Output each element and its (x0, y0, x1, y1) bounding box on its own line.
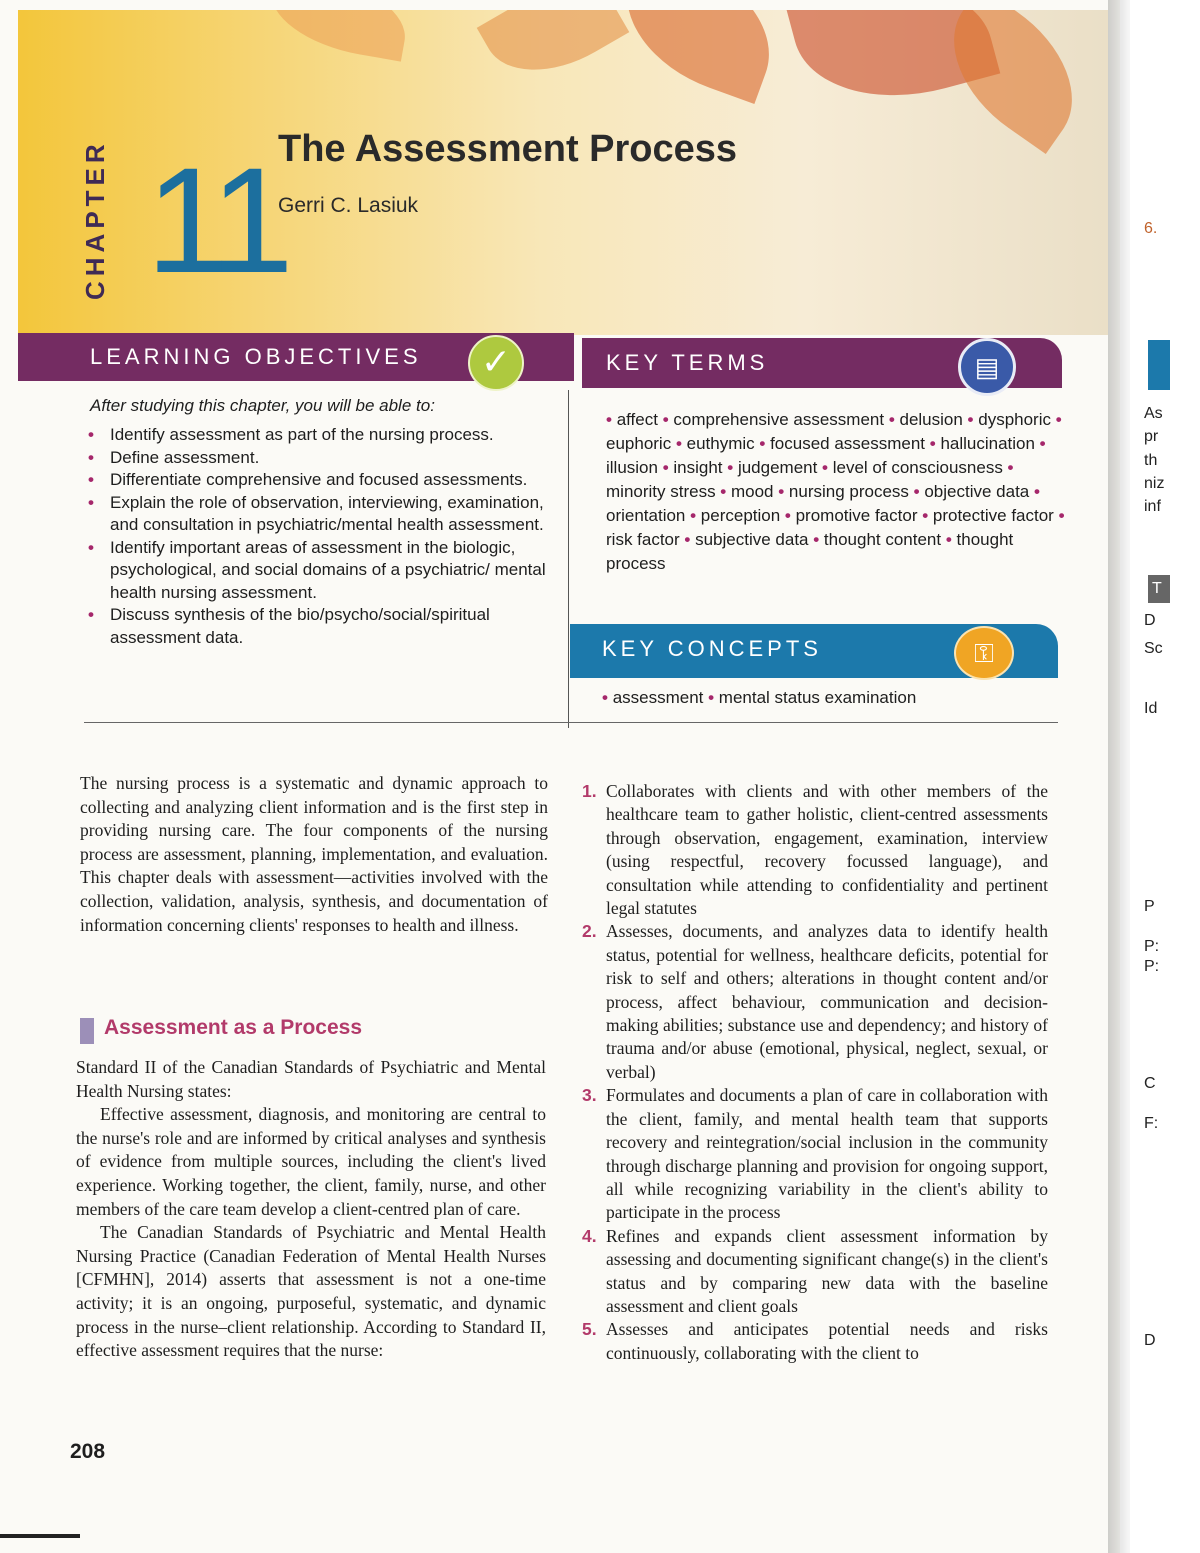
list-item (578, 1225, 1048, 1319)
intro-paragraph: The nursing process is a systematic and dynamic approach to collecting and analyzing client information and is the first step in providing nursing care. The four components of the nursing process are assessment, planning, implementation, and evaluation. This chapter deals with assessment—activities involved with the collection, validation, analysis, synthesis, and documentation of information concerning clients' responses to health and illness. (80, 773, 548, 935)
key-term: promotive factor (795, 506, 918, 525)
key-term: subjective data (695, 530, 809, 549)
item-text: Collaborates with clients and with other members of the healthcare team to gather holistic, client-centred assessments through observation, engagement, examination, interview (using respectful, recovery focussed language), and consultation while attending to confidentiality and pertinent legal statutes (606, 781, 1048, 919)
list-item: • Identify assessment as part of the nursing process. (86, 424, 556, 447)
key-term: delusion (899, 410, 963, 429)
key-terms-list (606, 408, 1066, 576)
bullet-dot: • (1053, 506, 1065, 525)
key-concepts-title: KEY CONCEPTS (602, 636, 822, 661)
scan-edge-mark (0, 1534, 80, 1538)
item-text: Assesses and anticipates potential needs and risks continuously, collaborating with the client to (606, 1319, 1048, 1363)
list-item (578, 920, 1048, 1084)
key-term: thought content (823, 530, 942, 549)
adjacent-fragment: pr (1144, 428, 1159, 445)
bullet-dot: • (962, 410, 979, 429)
heading-bar (80, 1018, 94, 1044)
adjacent-fragment: As (1144, 405, 1163, 422)
list-item (578, 1084, 1048, 1224)
item-number: 3. (582, 1085, 597, 1106)
standard-requirements-list (578, 780, 1048, 1365)
concept-term: assessment (612, 688, 704, 707)
bullet-dot: • (773, 482, 789, 501)
bullet-dot: • (715, 482, 731, 501)
concept-term: mental status examination (718, 688, 917, 707)
bullet-dot: • (808, 530, 824, 549)
adjacent-fragment: T (1152, 580, 1162, 597)
bullet-dot: • (754, 434, 771, 453)
list-item: • Define assessment. (86, 447, 556, 470)
chapter-banner (18, 10, 1108, 335)
chapter-label: CHAPTER (80, 139, 110, 300)
key-terms-title: KEY TERMS (606, 350, 769, 375)
item-number: 2. (582, 921, 597, 942)
list-item: • Discuss synthesis of the bio/psycho/social/spiritual assessment data. (86, 604, 556, 649)
checkmark-icon: ✓ (468, 335, 524, 391)
bullet-dot: • (908, 482, 925, 501)
adjacent-fragment: th (1144, 452, 1158, 469)
learning-objectives-intro: After studying this chapter, you will be able to: (90, 396, 435, 415)
adjacent-fragment: C (1144, 1075, 1156, 1092)
chapter-author: Gerri C. Lasiuk (278, 194, 419, 217)
item-text: Formulates and documents a plan of care in collaboration with the client, family, and mental health team that supports recovery and reintegration/social inclusion in the community through discharge planning and provision for ongoing support, all while recognizing variability in the client's ability to participate in the process (606, 1085, 1048, 1223)
page-number: 208 (70, 1440, 106, 1463)
list-item: • Identify important areas of assessment in the biologic, psychological, and social domains of a psychiatric/ mental health nursing assessment. (86, 537, 556, 605)
key-term: orientation (606, 506, 686, 525)
adjacent-fragment: P (1144, 898, 1155, 915)
learning-objectives-title: LEARNING OBJECTIVES (90, 344, 422, 369)
cfmhn-paragraph: The Canadian Standards of Psychiatric and Mental Health Nursing Practice (Canadian Federation of Mental Health Nurses [CFMHN], 2014) asserts that assessment is not a one-time activity; it is an ongoing, purposeful, systematic, and dynamic process in the nurse–client relationship. According to Standard II, effective assessment requires that the nurse: (76, 1222, 546, 1361)
list-item (578, 1318, 1048, 1365)
key-term: euthymic (686, 434, 755, 453)
item-number: 1. (582, 781, 597, 801)
bullet-dot: • (679, 530, 696, 549)
item-text: Refines and expands client assessment information by assessing and documenting significant change(s) in the client's status and by comparing new data with the baseline assessment and client goals (606, 1225, 1048, 1316)
key-term: objective data (924, 482, 1030, 501)
bullet-dot: • (941, 530, 957, 549)
bullet-dot: • (817, 458, 833, 477)
learning-objectives-list (86, 424, 556, 649)
key-term: mood (730, 482, 774, 501)
key-icon: ⚿ (954, 626, 1014, 680)
key-term: focused assessment (770, 434, 926, 453)
key-term: minority stress (606, 482, 716, 501)
chapter-number: 11 (146, 136, 286, 304)
adjacent-fragment: niz (1144, 475, 1165, 492)
list-item: • Explain the role of observation, interviewing, examination, and consultation in psychiatric/mental health assessment. (86, 492, 556, 537)
bullet-dot: • (671, 434, 687, 453)
adjacent-fragment: D (1144, 1332, 1156, 1349)
key-term: affect (616, 410, 658, 429)
key-concepts-list (602, 688, 916, 708)
key-term: thought process (606, 530, 1014, 573)
chapter-title: The Assessment Process (278, 128, 738, 170)
adjacent-fragment: 6. (1144, 220, 1158, 237)
adjacent-fragment: inf (1144, 498, 1161, 515)
section-divider (84, 722, 1058, 723)
key-term: perception (700, 506, 781, 525)
bullet-dot: • (1051, 410, 1062, 429)
key-term: dysphoric (978, 410, 1051, 429)
key-term: risk factor (606, 530, 680, 549)
bullet-dot: • (602, 688, 613, 707)
bullet-dot: • (657, 458, 674, 477)
item-text: Assesses, documents, and analyzes data to identify health status, potential for wellness, healthcare deficits, potential for risk to self and others; alterations in thought content and/or process, affect behaviour, communication and decision-making abilities; substance use and dependency; and history of trauma and/or abuse (emotional, physical, neglect, sexual, or verbal) (606, 921, 1048, 1082)
key-term: level of consciousness (832, 458, 1003, 477)
section-body (76, 1056, 546, 1363)
adjacent-fragment: Id (1144, 700, 1158, 717)
item-number: 5. (582, 1319, 597, 1340)
adjacent-fragment: P: (1144, 938, 1160, 955)
bullet-dot: • (925, 434, 941, 453)
adjacent-page-edge (1130, 0, 1200, 1553)
key-term: euphoric (606, 434, 672, 453)
bullet-dot: • (1034, 434, 1046, 453)
bullet-dot: • (884, 410, 900, 429)
bullet-dot: • (657, 410, 674, 429)
standard-intro: Standard II of the Canadian Standards of Psychiatric and Mental Health Nursing states: (76, 1057, 546, 1101)
key-term: judgement (737, 458, 818, 477)
key-term: illusion (606, 458, 658, 477)
adjacent-fragment: F: (1144, 1115, 1159, 1132)
item-number: 4. (582, 1225, 597, 1246)
key-term: protective factor (932, 506, 1054, 525)
bullet-dot: • (780, 506, 796, 525)
column-divider (568, 390, 569, 728)
adjacent-fragment: D (1144, 612, 1156, 629)
list-item: • Differentiate comprehensive and focused assessments. (86, 469, 556, 492)
adjacent-blue-bar (1148, 340, 1170, 390)
section-title: Assessment as a Process (104, 1016, 362, 1039)
key-term: insight (673, 458, 723, 477)
bullet-dot: • (722, 458, 738, 477)
bullet-dot: • (703, 688, 719, 707)
bullet-dot: • (917, 506, 933, 525)
adjacent-fragment: P: (1144, 958, 1160, 975)
key-term: comprehensive assessment (673, 410, 885, 429)
bullet-dot: • (1002, 458, 1014, 477)
bullet-dot: • (1029, 482, 1040, 501)
key-term: hallucination (940, 434, 1035, 453)
document-icon: ▤ (958, 338, 1016, 396)
bullet-dot: • (685, 506, 701, 525)
adjacent-fragment: Sc (1144, 640, 1163, 657)
bullet-dot: • (606, 410, 617, 429)
list-item (578, 780, 1048, 920)
standard-quote: Effective assessment, diagnosis, and monitoring are central to the nurse's role and are informed by critical analyses and synthesis of evidence from multiple sources, including the client's lived experience. Working together, the client, family, nurse, and other members of the care team develop a client-centred plan of care. (76, 1104, 546, 1219)
key-term: nursing process (788, 482, 909, 501)
